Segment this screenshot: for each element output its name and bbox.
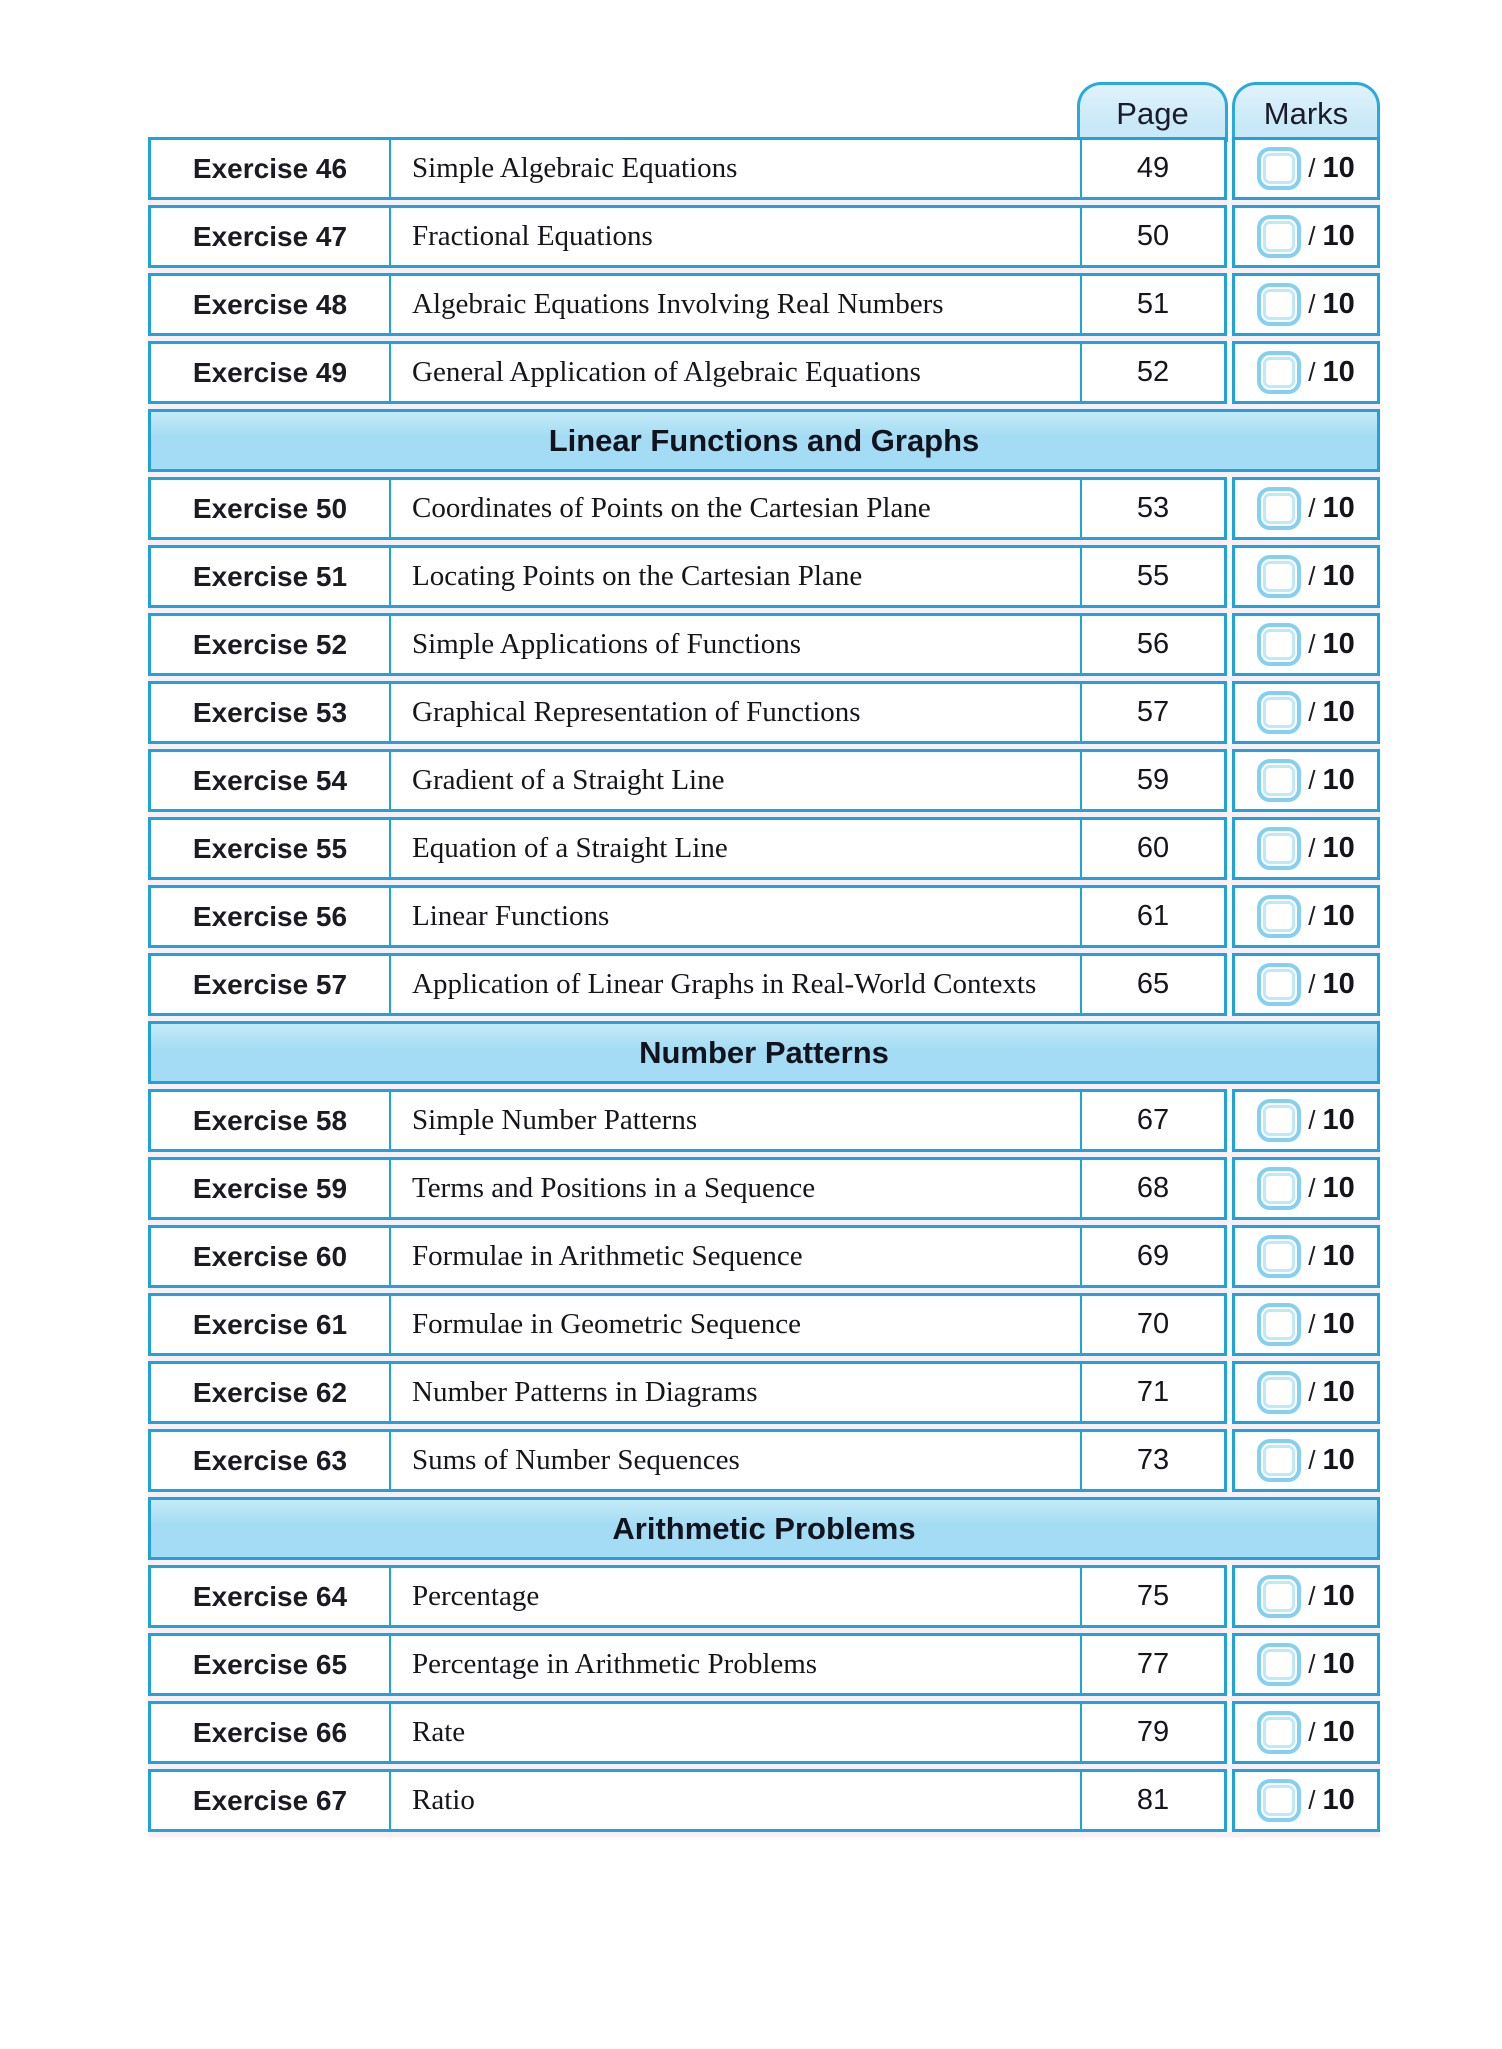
exercise-label: Exercise 53 bbox=[192, 696, 348, 728]
marks-cell bbox=[1232, 749, 1380, 812]
table-row-main bbox=[148, 477, 1227, 540]
table-row bbox=[148, 477, 1380, 540]
table-row bbox=[148, 205, 1380, 268]
exercise-label: Exercise 63 bbox=[192, 1444, 348, 1476]
exercise-title: Locating Points on the Cartesian Plane bbox=[412, 560, 863, 592]
marks-total: 10 bbox=[1322, 1172, 1355, 1204]
exercise-cell bbox=[151, 1364, 391, 1421]
page-cell bbox=[1080, 1092, 1224, 1149]
page-number: 75 bbox=[1136, 1580, 1170, 1612]
contents-table bbox=[148, 82, 1380, 1837]
marks-cell bbox=[1232, 1157, 1380, 1220]
exercise-cell bbox=[151, 1296, 391, 1353]
title-cell bbox=[391, 1296, 1080, 1353]
marks-slash: / bbox=[1308, 1309, 1316, 1339]
exercise-title: Application of Linear Graphs in Real-World Contexts bbox=[412, 968, 1037, 1000]
table-row-main bbox=[148, 1293, 1227, 1356]
page-number: 81 bbox=[1136, 1784, 1170, 1816]
table-row-main bbox=[148, 1769, 1227, 1832]
marks-input-box[interactable] bbox=[1257, 1167, 1301, 1210]
marks-cell bbox=[1232, 1633, 1380, 1696]
exercise-title: Percentage bbox=[412, 1580, 540, 1612]
marks-input-box[interactable] bbox=[1257, 759, 1301, 802]
title-cell bbox=[391, 1772, 1080, 1829]
page-number: 50 bbox=[1136, 220, 1170, 252]
marks-cell bbox=[1232, 1361, 1380, 1424]
exercise-label: Exercise 52 bbox=[192, 628, 348, 660]
table-row-main bbox=[148, 1089, 1227, 1152]
marks-input-box[interactable] bbox=[1257, 283, 1301, 326]
page-cell bbox=[1080, 888, 1224, 945]
marks-input-box[interactable] bbox=[1257, 1643, 1301, 1686]
page-number: 79 bbox=[1136, 1716, 1170, 1748]
exercise-cell bbox=[151, 956, 391, 1013]
exercise-cell bbox=[151, 820, 391, 877]
title-cell bbox=[391, 1228, 1080, 1285]
exercise-title: Fractional Equations bbox=[412, 220, 653, 252]
marks-input-box[interactable] bbox=[1257, 691, 1301, 734]
marks-column-header bbox=[1232, 82, 1380, 142]
marks-total: 10 bbox=[1322, 1716, 1355, 1748]
marks-total: 10 bbox=[1322, 1444, 1355, 1476]
table-row bbox=[148, 137, 1380, 200]
exercise-cell bbox=[151, 1160, 391, 1217]
marks-input-box[interactable] bbox=[1257, 1779, 1301, 1822]
marks-slash: / bbox=[1308, 1241, 1316, 1271]
exercise-title: Graphical Representation of Functions bbox=[412, 696, 861, 728]
marks-total: 10 bbox=[1322, 1376, 1355, 1408]
marks-input-box[interactable] bbox=[1257, 147, 1301, 190]
section-header-label: Arithmetic Problems bbox=[612, 1510, 916, 1546]
marks-total: 10 bbox=[1322, 1784, 1355, 1816]
table-row-main bbox=[148, 1157, 1227, 1220]
marks-cell bbox=[1232, 205, 1380, 268]
marks-input-box[interactable] bbox=[1257, 827, 1301, 870]
marks-total: 10 bbox=[1322, 560, 1355, 592]
exercise-cell bbox=[151, 684, 391, 741]
exercise-cell bbox=[151, 1092, 391, 1149]
exercise-title: Formulae in Geometric Sequence bbox=[412, 1308, 801, 1340]
exercise-label: Exercise 56 bbox=[192, 900, 348, 932]
marks-slash: / bbox=[1308, 1445, 1316, 1475]
exercise-label: Exercise 51 bbox=[192, 560, 348, 592]
page-cell bbox=[1080, 208, 1224, 265]
table-row bbox=[148, 1157, 1380, 1220]
table-row-main bbox=[148, 341, 1227, 404]
page-number: 53 bbox=[1136, 492, 1170, 524]
title-cell bbox=[391, 1092, 1080, 1149]
page-cell bbox=[1080, 820, 1224, 877]
exercise-title: Percentage in Arithmetic Problems bbox=[412, 1648, 818, 1680]
title-cell bbox=[391, 820, 1080, 877]
table-row-main bbox=[148, 273, 1227, 336]
exercise-cell bbox=[151, 1432, 391, 1489]
marks-slash: / bbox=[1308, 1377, 1316, 1407]
marks-slash: / bbox=[1308, 697, 1316, 727]
marks-input-box[interactable] bbox=[1257, 215, 1301, 258]
marks-cell bbox=[1232, 1701, 1380, 1764]
title-cell bbox=[391, 140, 1080, 197]
exercise-title: Simple Applications of Functions bbox=[412, 628, 802, 660]
exercise-title: Ratio bbox=[412, 1784, 475, 1816]
table-row bbox=[148, 545, 1380, 608]
exercise-label: Exercise 57 bbox=[192, 968, 348, 1000]
marks-total: 10 bbox=[1322, 968, 1355, 1000]
exercise-label: Exercise 49 bbox=[192, 356, 348, 388]
exercise-label: Exercise 59 bbox=[192, 1172, 348, 1204]
page-cell bbox=[1080, 1568, 1224, 1625]
marks-total: 10 bbox=[1322, 356, 1355, 388]
marks-total: 10 bbox=[1322, 288, 1355, 320]
table-row-main bbox=[148, 613, 1227, 676]
title-cell bbox=[391, 1160, 1080, 1217]
title-cell bbox=[391, 888, 1080, 945]
marks-input-box[interactable] bbox=[1257, 1711, 1301, 1754]
marks-cell bbox=[1232, 477, 1380, 540]
title-cell bbox=[391, 344, 1080, 401]
marks-cell bbox=[1232, 1565, 1380, 1628]
marks-input-box[interactable] bbox=[1257, 963, 1301, 1006]
table-row-main bbox=[148, 681, 1227, 744]
exercise-cell bbox=[151, 1704, 391, 1761]
exercise-label: Exercise 48 bbox=[192, 288, 348, 320]
marks-cell bbox=[1232, 545, 1380, 608]
table-row-main bbox=[148, 749, 1227, 812]
exercise-label: Exercise 58 bbox=[192, 1104, 348, 1136]
marks-slash: / bbox=[1308, 493, 1316, 523]
exercise-title: Number Patterns in Diagrams bbox=[412, 1376, 758, 1408]
page-cell bbox=[1080, 1160, 1224, 1217]
marks-cell bbox=[1232, 613, 1380, 676]
page-number: 70 bbox=[1136, 1308, 1170, 1340]
exercise-label: Exercise 64 bbox=[192, 1580, 348, 1612]
page-cell bbox=[1080, 616, 1224, 673]
toc-rows bbox=[148, 137, 1380, 1832]
exercise-title: General Application of Algebraic Equations bbox=[412, 356, 921, 388]
title-cell bbox=[391, 1432, 1080, 1489]
marks-total: 10 bbox=[1322, 832, 1355, 864]
exercise-title: Equation of a Straight Line bbox=[412, 832, 728, 864]
page-number: 61 bbox=[1136, 900, 1170, 932]
page-cell bbox=[1080, 480, 1224, 537]
marks-slash: / bbox=[1308, 561, 1316, 591]
page-number: 67 bbox=[1136, 1104, 1170, 1136]
exercise-label: Exercise 65 bbox=[192, 1648, 348, 1680]
table-row bbox=[148, 1225, 1380, 1288]
table-row bbox=[148, 1633, 1380, 1696]
page-number: 69 bbox=[1136, 1240, 1170, 1272]
marks-slash: / bbox=[1308, 1785, 1316, 1815]
marks-slash: / bbox=[1308, 1105, 1316, 1135]
exercise-title: Algebraic Equations Involving Real Numbers bbox=[412, 288, 944, 320]
marks-slash: / bbox=[1308, 629, 1316, 659]
page-cell bbox=[1080, 548, 1224, 605]
marks-slash: / bbox=[1308, 1717, 1316, 1747]
marks-cell bbox=[1232, 273, 1380, 336]
title-cell bbox=[391, 1568, 1080, 1625]
page-cell bbox=[1080, 276, 1224, 333]
title-cell bbox=[391, 1636, 1080, 1693]
marks-slash: / bbox=[1308, 357, 1316, 387]
marks-input-box[interactable] bbox=[1257, 351, 1301, 394]
marks-cell bbox=[1232, 885, 1380, 948]
exercise-title: Simple Algebraic Equations bbox=[412, 152, 738, 184]
marks-cell bbox=[1232, 341, 1380, 404]
page-cell bbox=[1080, 1364, 1224, 1421]
title-cell bbox=[391, 276, 1080, 333]
exercise-label: Exercise 47 bbox=[192, 220, 348, 252]
title-cell bbox=[391, 480, 1080, 537]
marks-slash: / bbox=[1308, 153, 1316, 183]
title-cell bbox=[391, 1364, 1080, 1421]
marks-input-box[interactable] bbox=[1257, 1303, 1301, 1346]
marks-total: 10 bbox=[1322, 696, 1355, 728]
marks-total: 10 bbox=[1322, 1240, 1355, 1272]
table-row-main bbox=[148, 817, 1227, 880]
exercise-title: Coordinates of Points on the Cartesian Plane bbox=[412, 492, 931, 524]
marks-input-box[interactable] bbox=[1257, 1099, 1301, 1142]
exercise-label: Exercise 60 bbox=[192, 1240, 348, 1272]
title-cell bbox=[391, 208, 1080, 265]
exercise-label: Exercise 61 bbox=[192, 1308, 348, 1340]
page-number: 52 bbox=[1136, 356, 1170, 388]
exercise-cell bbox=[151, 140, 391, 197]
exercise-title: Terms and Positions in a Sequence bbox=[412, 1172, 816, 1204]
marks-slash: / bbox=[1308, 833, 1316, 863]
table-row bbox=[148, 885, 1380, 948]
exercise-title: Sums of Number Sequences bbox=[412, 1444, 740, 1476]
exercise-title: Gradient of a Straight Line bbox=[412, 764, 725, 796]
marks-input-box[interactable] bbox=[1257, 895, 1301, 938]
exercise-title: Formulae in Arithmetic Sequence bbox=[412, 1240, 803, 1272]
exercise-cell bbox=[151, 1228, 391, 1285]
section-header-band bbox=[148, 409, 1380, 472]
page-number: 65 bbox=[1136, 968, 1170, 1000]
marks-input-box[interactable] bbox=[1257, 1235, 1301, 1278]
page-cell bbox=[1080, 1636, 1224, 1693]
table-row-main bbox=[148, 953, 1227, 1016]
section-header-label: Number Patterns bbox=[639, 1034, 889, 1070]
exercise-label: Exercise 67 bbox=[192, 1784, 348, 1816]
exercise-cell bbox=[151, 888, 391, 945]
table-row bbox=[148, 681, 1380, 744]
exercise-cell bbox=[151, 208, 391, 265]
marks-input-box[interactable] bbox=[1257, 487, 1301, 530]
exercise-label: Exercise 62 bbox=[192, 1376, 348, 1408]
page-number: 71 bbox=[1136, 1376, 1170, 1408]
page-cell bbox=[1080, 1704, 1224, 1761]
marks-input-box[interactable] bbox=[1257, 1439, 1301, 1482]
table-row bbox=[148, 1293, 1380, 1356]
page-number: 51 bbox=[1136, 288, 1170, 320]
marks-cell bbox=[1232, 1429, 1380, 1492]
exercise-title: Rate bbox=[412, 1716, 466, 1748]
section-header-band bbox=[148, 1021, 1380, 1084]
table-row bbox=[148, 341, 1380, 404]
page-number: 68 bbox=[1136, 1172, 1170, 1204]
marks-column-header-label: Marks bbox=[1263, 95, 1349, 131]
marks-input-box[interactable] bbox=[1257, 623, 1301, 666]
marks-cell bbox=[1232, 137, 1380, 200]
table-row-main bbox=[148, 137, 1227, 200]
table-row-main bbox=[148, 205, 1227, 268]
marks-cell bbox=[1232, 1089, 1380, 1152]
page-number: 77 bbox=[1136, 1648, 1170, 1680]
marks-total: 10 bbox=[1322, 1580, 1355, 1612]
marks-total: 10 bbox=[1322, 900, 1355, 932]
table-row bbox=[148, 1565, 1380, 1628]
table-row bbox=[148, 817, 1380, 880]
table-row-main bbox=[148, 1701, 1227, 1764]
page-column-header-label: Page bbox=[1116, 95, 1189, 131]
page-number: 59 bbox=[1136, 764, 1170, 796]
marks-input-box[interactable] bbox=[1257, 555, 1301, 598]
page-cell bbox=[1080, 1228, 1224, 1285]
marks-cell bbox=[1232, 1293, 1380, 1356]
marks-input-box[interactable] bbox=[1257, 1371, 1301, 1414]
table-row bbox=[148, 1361, 1380, 1424]
page-number: 60 bbox=[1136, 832, 1170, 864]
marks-input-box[interactable] bbox=[1257, 1575, 1301, 1618]
page-cell bbox=[1080, 752, 1224, 809]
marks-slash: / bbox=[1308, 1649, 1316, 1679]
exercise-label: Exercise 66 bbox=[192, 1716, 348, 1748]
exercise-label: Exercise 50 bbox=[192, 492, 348, 524]
marks-slash: / bbox=[1308, 901, 1316, 931]
marks-cell bbox=[1232, 1769, 1380, 1832]
marks-total: 10 bbox=[1322, 220, 1355, 252]
exercise-cell bbox=[151, 480, 391, 537]
marks-total: 10 bbox=[1322, 1308, 1355, 1340]
marks-total: 10 bbox=[1322, 1104, 1355, 1136]
exercise-label: Exercise 54 bbox=[192, 764, 348, 796]
page-column-header bbox=[1077, 82, 1228, 142]
exercise-cell bbox=[151, 752, 391, 809]
table-row-main bbox=[148, 1225, 1227, 1288]
table-row-main bbox=[148, 1429, 1227, 1492]
table-row bbox=[148, 749, 1380, 812]
exercise-title: Simple Number Patterns bbox=[412, 1104, 698, 1136]
exercise-cell bbox=[151, 1772, 391, 1829]
marks-slash: / bbox=[1308, 969, 1316, 999]
title-cell bbox=[391, 616, 1080, 673]
table-row-main bbox=[148, 885, 1227, 948]
page-cell bbox=[1080, 956, 1224, 1013]
page-cell bbox=[1080, 684, 1224, 741]
table-row-main bbox=[148, 1361, 1227, 1424]
table-row bbox=[148, 1429, 1380, 1492]
marks-cell bbox=[1232, 681, 1380, 744]
table-row-main bbox=[148, 1565, 1227, 1628]
page-cell bbox=[1080, 1772, 1224, 1829]
page-cell bbox=[1080, 1432, 1224, 1489]
page-cell bbox=[1080, 344, 1224, 401]
marks-total: 10 bbox=[1322, 492, 1355, 524]
exercise-cell bbox=[151, 1636, 391, 1693]
marks-total: 10 bbox=[1322, 764, 1355, 796]
page-cell bbox=[1080, 1296, 1224, 1353]
page-number: 73 bbox=[1136, 1444, 1170, 1476]
marks-total: 10 bbox=[1322, 628, 1355, 660]
table-row-main bbox=[148, 1633, 1227, 1696]
title-cell bbox=[391, 548, 1080, 605]
exercise-label: Exercise 46 bbox=[192, 152, 348, 184]
exercise-title: Linear Functions bbox=[412, 900, 610, 932]
table-row bbox=[148, 1769, 1380, 1832]
section-header-label: Linear Functions and Graphs bbox=[548, 422, 980, 458]
table-row bbox=[148, 953, 1380, 1016]
exercise-label: Exercise 55 bbox=[192, 832, 348, 864]
page-number: 56 bbox=[1136, 628, 1170, 660]
title-cell bbox=[391, 752, 1080, 809]
marks-slash: / bbox=[1308, 1581, 1316, 1611]
section-header-band bbox=[148, 1497, 1380, 1560]
marks-slash: / bbox=[1308, 1173, 1316, 1203]
table-row bbox=[148, 613, 1380, 676]
title-cell bbox=[391, 684, 1080, 741]
table-row bbox=[148, 273, 1380, 336]
title-cell bbox=[391, 1704, 1080, 1761]
table-row bbox=[148, 1701, 1380, 1764]
page-number: 57 bbox=[1136, 696, 1170, 728]
page-number: 49 bbox=[1136, 152, 1170, 184]
exercise-cell bbox=[151, 548, 391, 605]
marks-cell bbox=[1232, 1225, 1380, 1288]
table-row bbox=[148, 1089, 1380, 1152]
marks-total: 10 bbox=[1322, 152, 1355, 184]
title-cell bbox=[391, 956, 1080, 1013]
page-cell bbox=[1080, 140, 1224, 197]
marks-cell bbox=[1232, 953, 1380, 1016]
marks-total: 10 bbox=[1322, 1648, 1355, 1680]
exercise-cell bbox=[151, 616, 391, 673]
marks-cell bbox=[1232, 817, 1380, 880]
table-row-main bbox=[148, 545, 1227, 608]
marks-slash: / bbox=[1308, 765, 1316, 795]
marks-slash: / bbox=[1308, 221, 1316, 251]
exercise-cell bbox=[151, 344, 391, 401]
exercise-cell bbox=[151, 276, 391, 333]
page-number: 55 bbox=[1136, 560, 1170, 592]
exercise-cell bbox=[151, 1568, 391, 1625]
marks-slash: / bbox=[1308, 289, 1316, 319]
